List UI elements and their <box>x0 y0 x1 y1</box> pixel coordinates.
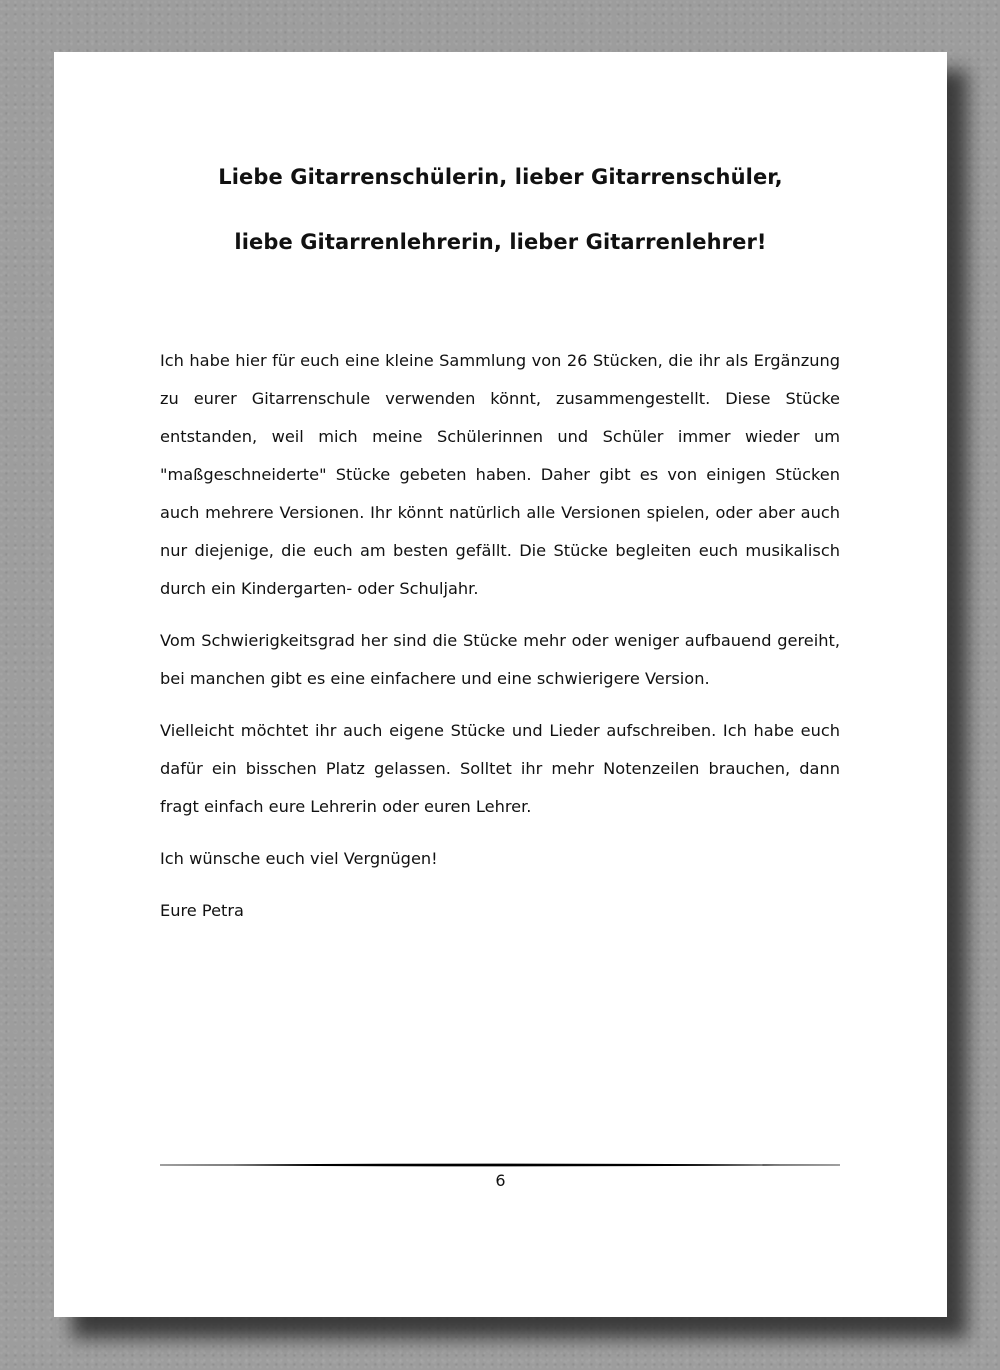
paragraph-difficulty: Vom Schwierigkeitsgrad her sind die Stücke mehr oder weniger aufbauend gereiht, bei manchen gibt es eine einfachere und eine schwierigere Version. <box>160 631 840 688</box>
footer-divider <box>160 1161 840 1169</box>
letter-body <box>160 342 840 944</box>
heading-line-1: Liebe Gitarrenschülerin, lieber Gitarrenschüler, <box>218 165 783 189</box>
document-page <box>54 52 947 1317</box>
paragraph-intro: Ich habe hier für euch eine kleine Sammlung von 26 Stücken, die ihr als Ergänzung zu eurer Gitarrenschule verwenden könnt, zusammengestellt. Diese Stücke entstanden, weil mich meine Schülerinnen und Schüler immer wieder um "maßgeschneiderte" Stücke gebeten haben. Daher gibt es von einigen Stücken auch mehrere Versionen. Ihr könnt natürlich alle Versionen spielen, oder aber auch nur diejenige, die euch am besten gefällt. Die Stücke begleiten euch musikalisch durch ein Kindergarten- oder Schuljahr. <box>160 351 840 598</box>
heading-line-2: liebe Gitarrenlehrerin, lieber Gitarrenlehrer! <box>234 230 767 254</box>
paragraph-own-pieces: Vielleicht möchtet ihr auch eigene Stücke und Lieder aufschreiben. Ich habe euch dafür ein bisschen Platz gelassen. Solltet ihr mehr Notenzeilen brauchen, dann fragt einfach eure Lehrerin oder euren Lehrer. <box>160 721 840 816</box>
page-number: 6 <box>495 1171 506 1190</box>
signature: Eure Petra <box>160 901 244 920</box>
paragraph-wishes: Ich wünsche euch viel Vergnügen! <box>160 849 438 868</box>
